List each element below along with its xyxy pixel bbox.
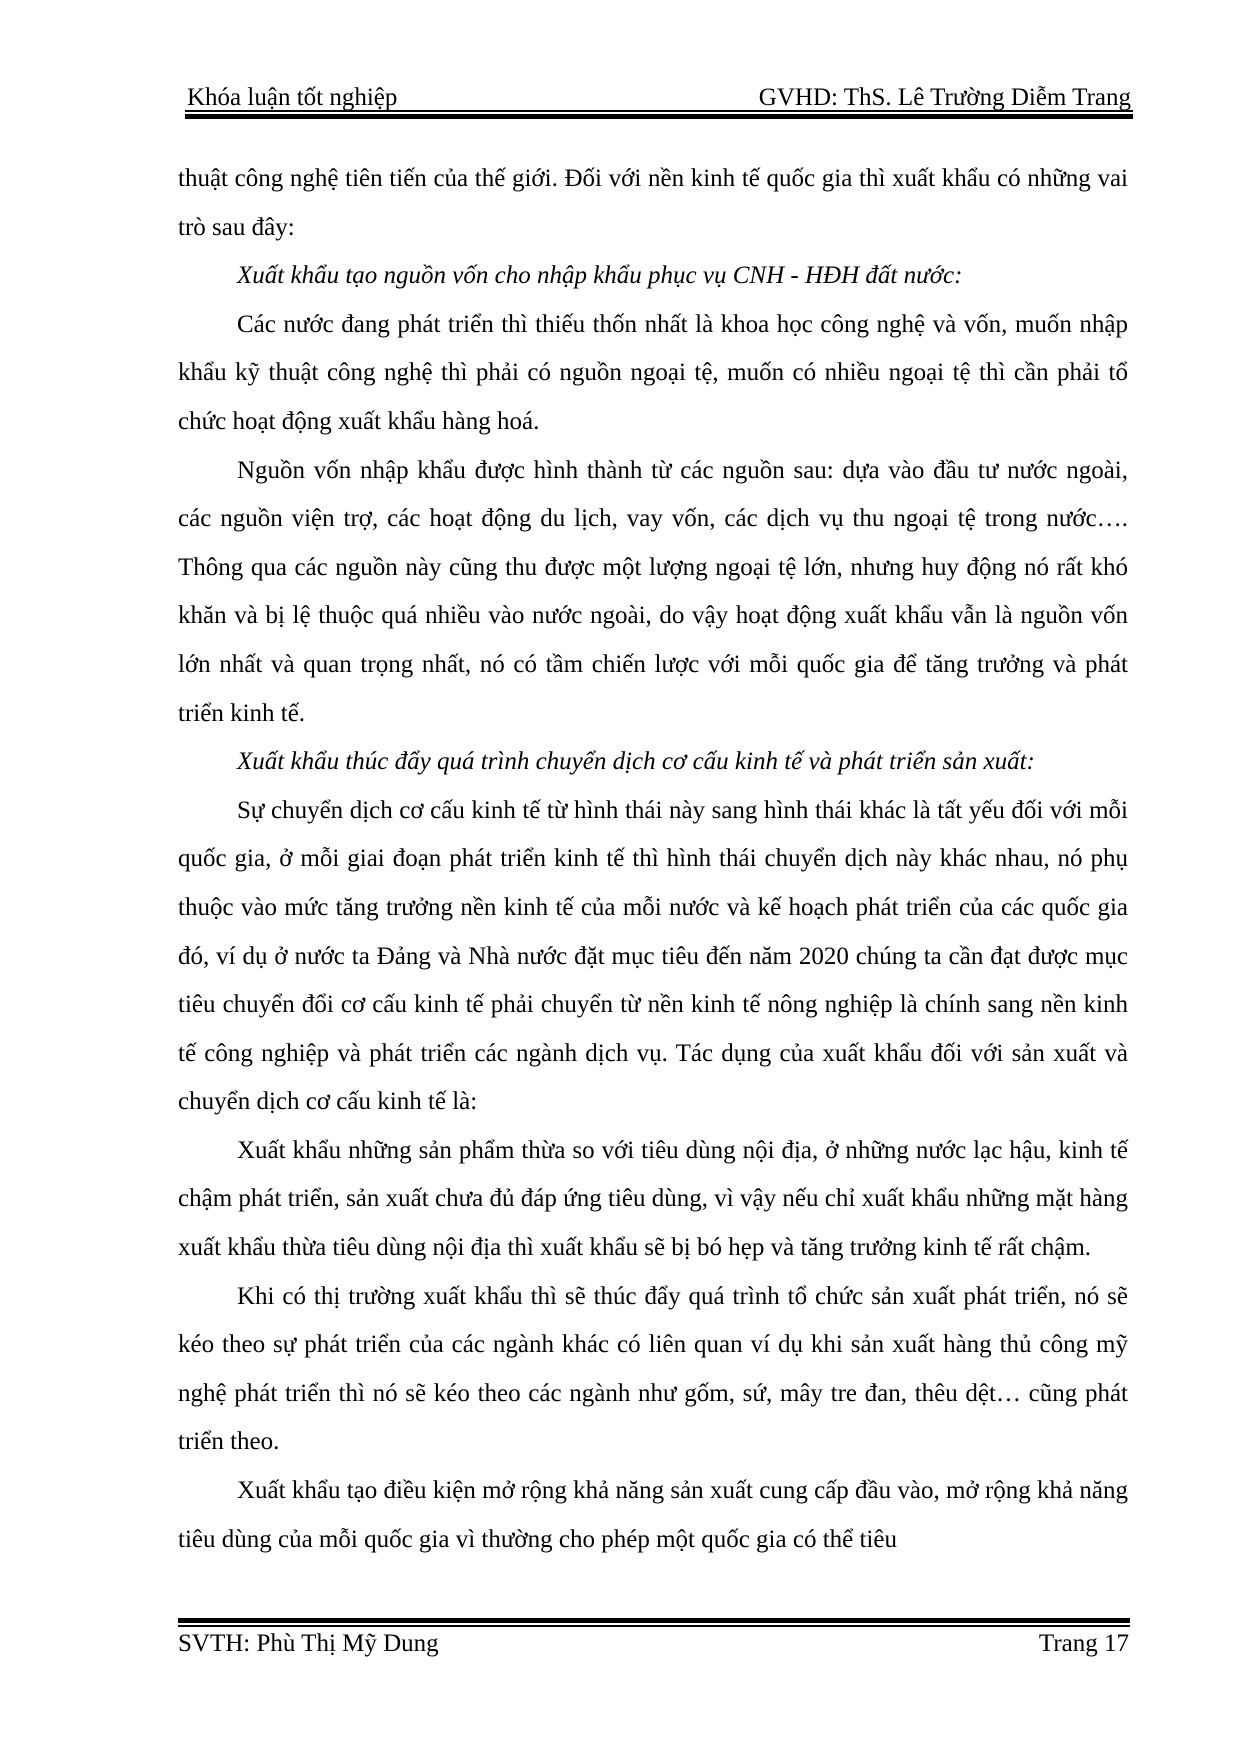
body-paragraph: thuật công nghệ tiên tiến của thế giới. Đối với nền kinh tế quốc gia thì xuất khẩu có những vai trò sau đây: xyxy=(178,165,1128,241)
body-paragraph: Khi có thị trường xuất khẩu thì sẽ thúc đẩy quá trình tổ chức sản xuất phát triển, nó sẽ kéo theo sự phát triển của các ngành khác có liên quan ví dụ khi sản xuất hàng thủ công mỹ nghệ phát triển thì nó sẽ kéo theo các ngành như gốm, sứ, mây tre đan, thêu dệt… cũng phát triển theo. xyxy=(178,1282,1128,1456)
body-paragraph: Xuất khẩu những sản phẩm thừa so với tiêu dùng nội địa, ở những nước lạc hậu, kinh tế chậm phát triển, sản xuất chưa đủ đáp ứng tiêu dùng, vì vậy nếu chỉ xuất khẩu những mặt hàng xuất khẩu thừa tiêu dùng nội địa thì xuất khẩu sẽ bị bó hẹp và tăng trưởng kinh tế rất chậm. xyxy=(178,1136,1128,1262)
body-paragraph: Xuất khẩu tạo điều kiện mở rộng khả năng sản xuất cung cấp đầu vào, mở rộng khả năng tiêu dùng của mỗi quốc gia vì thường cho phép một quốc gia có thể tiêu xyxy=(178,1477,1128,1553)
body-paragraph: Các nước đang phát triển thì thiếu thốn nhất là khoa học công nghệ và vốn, muốn nhập khẩu kỹ thuật công nghệ thì phải có nguồn ngoại tệ, muốn có nhiều ngoại tệ thì cần phải tổ chức hoạt động xuất khẩu hàng hoá. xyxy=(178,310,1128,435)
footer-student-name: SVTH: Phù Thị Mỹ Dung xyxy=(178,1630,439,1657)
page-header xyxy=(187,72,1131,112)
page-body xyxy=(178,155,1128,1564)
body-paragraph: Nguồn vốn nhập khẩu được hình thành từ các nguồn sau: dựa vào đầu tư nước ngoài, các nguồn viện trợ, các hoạt động du lịch, vay vốn, các dịch vụ thu ngoại tệ trong nước…. Thông qua các nguồn này cũng thu được một lượng ngoại tệ lớn, nhưng huy động nó rất khó khăn và bị lệ thuộc quá nhiều vào nước ngoài, do vậy hoạt động xuất khẩu vẫn là nguồn vốn lớn nhất và quan trọng nhất, nó có tầm chiến lược với mỗi quốc gia để tăng trưởng và phát triển kinh tế. xyxy=(178,456,1128,727)
section-heading-italic: Xuất khẩu tạo nguồn vốn cho nhập khẩu phục vụ CNH - HĐH đất nước: xyxy=(237,262,963,290)
body-paragraph: Sự chuyển dịch cơ cấu kinh tế từ hình thái này sang hình thái khác là tất yếu đối với mỗi quốc gia, ở mỗi giai đoạn phát triển kinh tế thì hình thái chuyển dịch này khác nhau, nó phụ thuộc vào mức tăng trưởng nền kinh tế của mỗi nước và kế hoạch phát triển của các quốc gia đó, ví dụ ở nước ta Đảng và Nhà nước đặt mục tiêu đến năm 2020 chúng ta cần đạt được mục tiêu chuyển đổi cơ cấu kinh tế phải chuyển từ nền kinh tế nông nghiệp là chính sang nền kinh tế công nghiệp và phát triển các ngành dịch vụ. Tác dụng của xuất khẩu đối với sản xuất và chuyển dịch cơ cấu kinh tế là: xyxy=(178,796,1128,1116)
header-divider xyxy=(185,110,1133,119)
page-footer xyxy=(178,1630,1129,1670)
section-heading-italic: Xuất khẩu thúc đẩy quá trình chuyển dịch cơ cấu kinh tế và phát triển sản xuất: xyxy=(237,748,1035,776)
header-supervisor: GVHD: ThS. Lê Trường Diễm Trang xyxy=(758,84,1131,111)
header-thesis-title: Khóa luận tốt nghiệp xyxy=(187,84,398,111)
footer-page-number: Trang 17 xyxy=(1038,1630,1129,1657)
footer-divider xyxy=(178,1618,1130,1627)
